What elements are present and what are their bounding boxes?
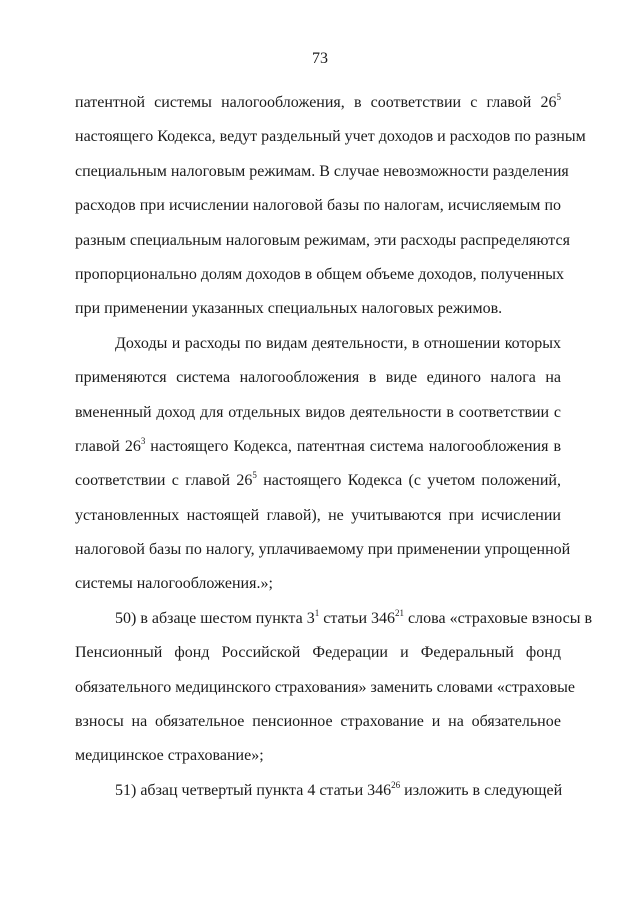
- paragraph-first-line: 50) в абзаце шестом пункта $3^1$ статьи $346^{21}$ слова «страховые взносы в: [115, 607, 593, 627]
- text-line: установленных настоящей главой), не учитываются при исчислении: [75, 506, 561, 524]
- text-line: Пенсионный фонд Российской Федерации и Федеральный фонд: [75, 644, 561, 662]
- text-line: взносы на обязательное пенсионное страхование и на обязательное: [75, 713, 561, 731]
- text-line: налоговой базы по налогу, уплачиваемому при применении упрощенной: [75, 541, 571, 559]
- text-line: настоящего Кодекса, ведут раздельный учет доходов и расходов по разным: [75, 128, 586, 146]
- text-line: патентной системы налогообложения, в соответствии с главой $26^5$: [75, 92, 561, 111]
- text-line: применяются система налогообложения в виде единого налога на: [75, 369, 561, 387]
- paragraph-first-line: Доходы и расходы по видам деятельности, в отношении которых: [115, 334, 561, 352]
- document-body: [75, 86, 593, 808]
- text-line: расходов при исчислении налоговой базы по налогам, исчисляемым по: [75, 197, 561, 215]
- paragraph-first-line: 51) абзац четвертый пункта 4 статьи $346^{26}$ изложить в следующей: [115, 779, 563, 799]
- text-line: специальным налоговым режимам. В случае невозможности разделения: [75, 162, 569, 180]
- text-line: соответствии с главой $26^5$ настоящего Кодекса (с учетом положений,: [75, 470, 561, 490]
- text-line: разным специальным налоговым режимам, эти расходы распределяются: [75, 231, 570, 249]
- page-number: 73: [312, 50, 328, 67]
- text-line: вмененный доход для отдельных видов деятельности в соответствии с: [75, 403, 561, 421]
- text-line: обязательного медицинского страхования» заменить словами «страховые: [75, 678, 576, 696]
- text-line: пропорционально долям доходов в общем объеме доходов, полученных: [75, 265, 564, 283]
- text-line: при применении указанных специальных налоговых режимов.: [75, 300, 503, 318]
- text-line: главой $26^3$ настоящего Кодекса, патентная система налогообложения в: [75, 435, 562, 455]
- text-line: системы налогообложения.»;: [75, 575, 273, 593]
- text-line: медицинское страхование»;: [75, 747, 264, 765]
